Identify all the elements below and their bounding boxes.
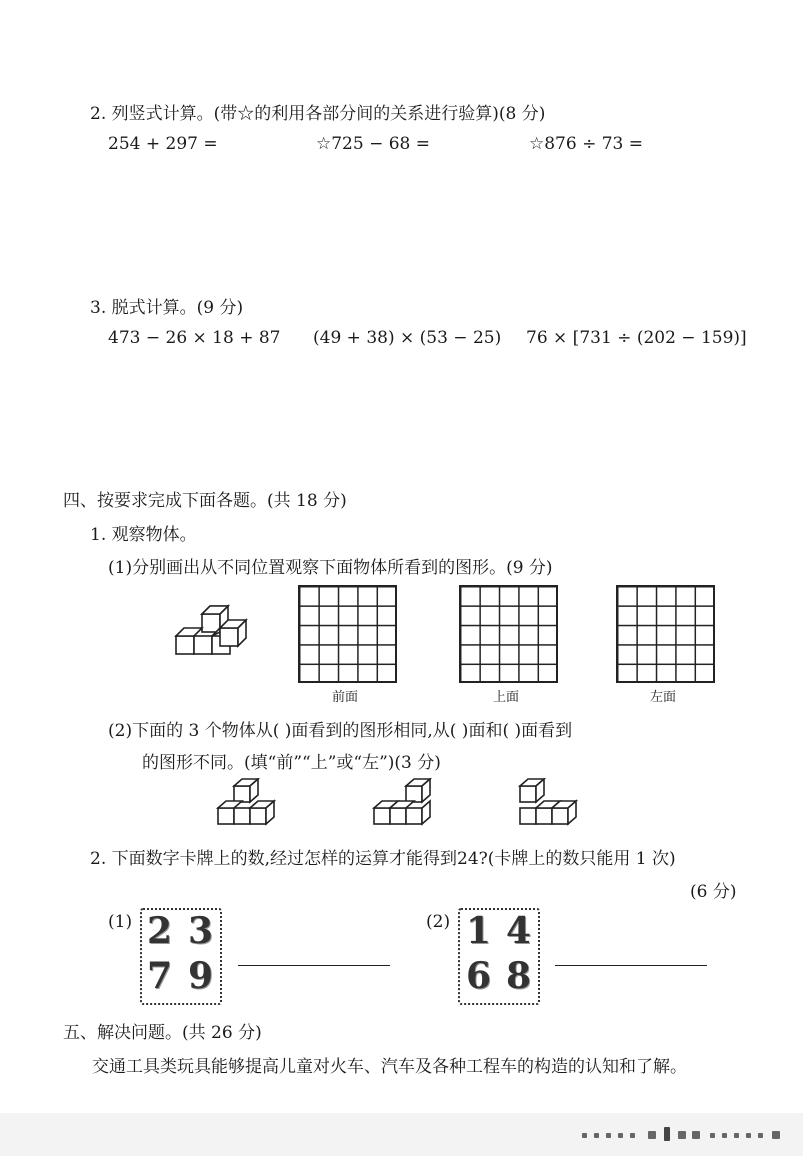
card2-digit-3: 6 [466,955,492,997]
q2-title: 2. 列竖式计算。(带☆的利用各部分间的关系进行验算)(8 分) [90,104,546,124]
page-dot[interactable] [618,1133,623,1138]
grid-label-front: 前面 [332,690,359,705]
section5-text: 交通工具类玩具能够提高儿童对火车、汽车及各种工程车的构造的认知和了解。 [92,1057,687,1077]
q3-title: 3. 脱式计算。(9 分) [90,298,244,318]
page-dot[interactable] [594,1133,599,1138]
page-dot[interactable] [678,1131,686,1139]
q3-item-1: 473 − 26 × 18 + 87 [108,328,281,348]
card1-label: (1) [108,912,133,932]
cube-object-b [370,778,440,830]
page-dot[interactable] [606,1133,611,1138]
page-dot[interactable] [746,1133,751,1138]
grid-top[interactable] [459,585,558,683]
q2-item-1: 254 + 297 = [108,134,218,154]
section4-sub2: 2. 下面数字卡牌上的数,经过怎样的运算才能得到24?(卡牌上的数只能用 1 次) [90,849,676,869]
card1-digit-3: 7 [147,955,173,997]
card1-digit-4: 9 [188,955,214,997]
grid-left[interactable] [616,585,715,683]
card1-digit-2: 3 [188,910,214,952]
page-dot[interactable] [722,1133,727,1138]
section5-title: 五、解决问题。(共 26 分) [63,1023,262,1043]
section4-title: 四、按要求完成下面各题。(共 18 分) [63,491,347,511]
card2-digit-2: 4 [506,910,532,952]
q3-item-2: (49 + 38) × (53 − 25) [313,328,502,348]
page-dot[interactable] [734,1133,739,1138]
grid-label-top: 上面 [493,690,520,705]
q3-item-3: 76 × [731 ÷ (202 − 159)] [526,328,747,348]
page-dot[interactable] [772,1131,780,1139]
card2-digit-1: 1 [466,910,492,952]
page-dot[interactable] [648,1131,656,1139]
card2-digit-4: 8 [506,955,532,997]
page-dot-active[interactable] [664,1127,670,1141]
cube-object-c [516,778,586,830]
page-dot[interactable] [630,1133,635,1138]
grid-label-left: 左面 [650,690,677,705]
card1-digit-1: 2 [147,910,173,952]
section4-part2-line1: (2)下面的 3 个物体从( )面看到的图形相同,从( )面和( )面看到 [108,721,573,741]
section4-sub2-score: (6 分) [690,882,737,902]
card2-label: (2) [426,912,451,932]
page-dot[interactable] [692,1131,700,1139]
page-dot[interactable] [710,1133,715,1138]
card2-answer-line[interactable] [555,965,707,966]
q2-item-3: ☆876 ÷ 73 = [529,134,644,154]
grid-front[interactable] [298,585,397,683]
section4-part1: (1)分别画出从不同位置观察下面物体所看到的图形。(9 分) [108,558,553,578]
page-dot[interactable] [758,1133,763,1138]
q2-item-2: ☆725 − 68 = [316,134,431,154]
cube-object-a [214,778,284,830]
card1-answer-line[interactable] [238,965,390,966]
section4-sub1: 1. 观察物体。 [90,525,197,545]
cube-object-drawing [172,604,248,658]
page-dot[interactable] [582,1133,587,1138]
section4-part2-line2: 的图形不同。(填“前”“上”或“左”)(3 分) [142,753,441,773]
